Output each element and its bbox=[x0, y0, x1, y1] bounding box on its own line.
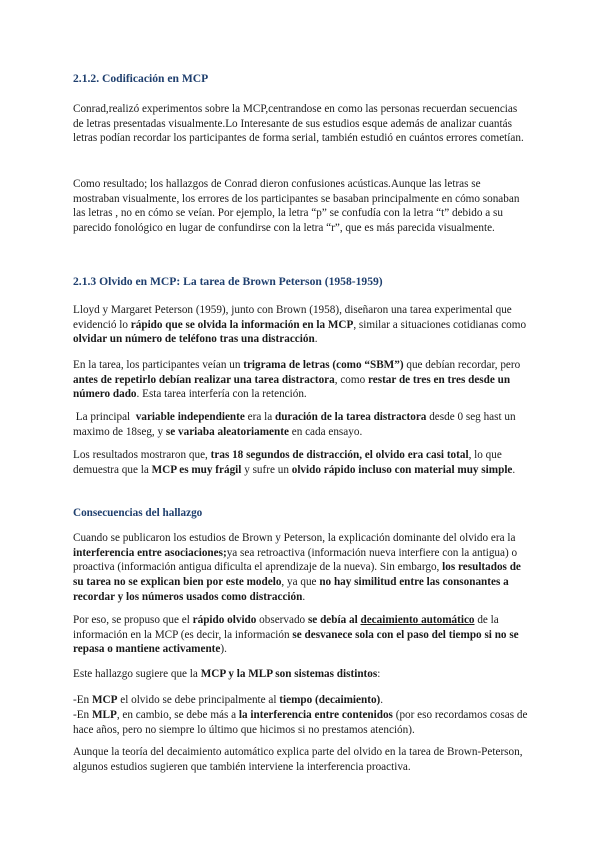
paragraph-conrad-results: Como resultado; los hallazgos de Conrad dieron confusiones acústicas.Aunque las letras se mostraban visualmente, los errores de los participantes se basaban principalmente en cómo sonaban las letras , no en cómo se veían. Por ejemplo, la letra “p” se confudía con la letra “t” debido a su parecido fonológico en lugar de confundirse con la letra “r”, que es más parecida visualmente. bbox=[73, 178, 520, 235]
subheading-consecuencias: Consecuencias del hallazgo bbox=[73, 507, 203, 519]
paragraph-conclusion: Aunque la teoría del decaimiento automático explica parte del olvido en la tarea de Brown-Peterson, algunos estudios sugieren que también interviene la interferencia proactiva. bbox=[73, 746, 523, 773]
paragraph-independent-variable: La principal variable independiente era la duración de la tarea distractora desde 0 seg hast un maximo de 18seg, y se variaba aleatoriamente en cada ensayo. bbox=[73, 411, 516, 438]
list-item-mlp: -En MLP, en cambio, se debe más a la interferencia entre contenidos (por eso recordamos cosas de hace años, pero no siempre lo último que hicimos si no prestamos atención). bbox=[73, 709, 528, 736]
paragraph-decay: Por eso, se propuso que el rápido olvido observado se debía al decaimiento automático de la información en la MCP (es decir, la información se desvanece sola con el paso del tiempo si no se repasa o mantiene activamente). bbox=[73, 614, 519, 656]
paragraph-results: Los resultados mostraron que, tras 18 segundos de distracción, el olvido era casi total, lo que demuestra que la MCP es muy frágil y sufre un olvido rápido incluso con material muy simple. bbox=[73, 449, 516, 476]
list-item-mcp: -En MCP el olvido se debe principalmente al tiempo (decaimiento). bbox=[73, 694, 384, 706]
paragraph-peterson-task: Lloyd y Margaret Peterson (1959), junto con Brown (1958), diseñaron una tarea experimental que evidenció lo rápido que se olvida la información en la MCP, similar a situaciones cotidianas como olvidar un número de teléfono tras una distracción. bbox=[73, 304, 527, 346]
paragraph-interference: Cuando se publicaron los estudios de Brown y Peterson, la explicación dominante del olvido era la interferencia entre asociaciones;ya sea retroactiva (información nueva interfiere con la antigua) o proactiva (información antigua dificulta el aprendizaje de la nueva). Sin embargo, los resultados de su tarea no se explican bien por este modelo, ya que no hay similitud entre las consonantes a recordar y los números usados como distracción. bbox=[73, 532, 521, 603]
section-heading-codificacion: 2.1.2. Codificación en MCP bbox=[73, 72, 209, 85]
paragraph-trigram: En la tarea, los participantes veían un trigrama de letras (como “SBM”) que debían recordar, pero antes de repetirlo debían realizar una tarea distractora, como restar de tres en tres desde un número dado. Esta tarea interfería con la retención. bbox=[73, 359, 521, 401]
paragraph-systems: Este hallazgo sugiere que la MCP y la MLP son sistemas distintos: bbox=[73, 668, 381, 680]
section-heading-olvido: 2.1.3 Olvido en MCP: La tarea de Brown Peterson (1958-1959) bbox=[73, 275, 383, 288]
paragraph-conrad-experiments: Conrad,realizó experimentos sobre la MCP,centrandose en como las personas recuerdan secuencias de letras presentadas visualmente.Lo Interesante de sus estudios esque además de analizar cuantás letras podían recordar los participantes de forma serial, también estudió en cuántos errores cometían. bbox=[73, 103, 524, 145]
